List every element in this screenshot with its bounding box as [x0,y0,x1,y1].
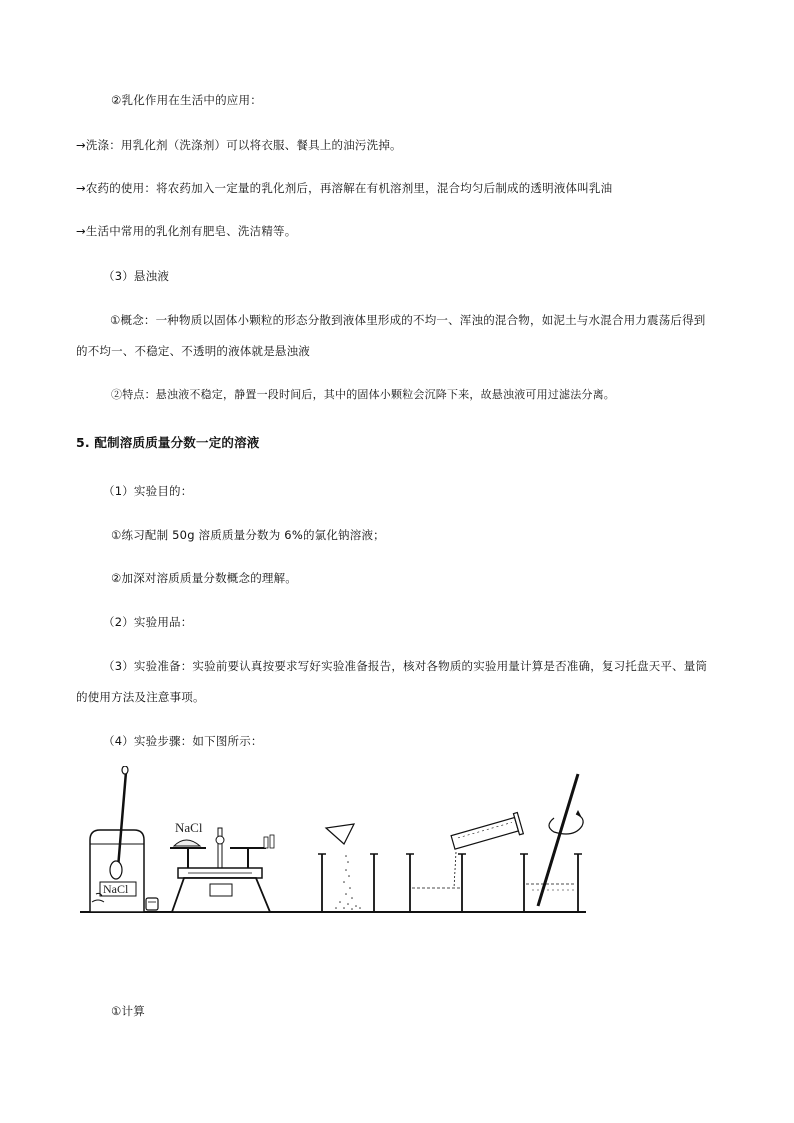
stirring-rod [538,774,578,906]
measuring-cylinder [450,813,523,853]
text-purpose-1: ①练习配制 50g 溶质质量分数为 6%的氯化钠溶液； [111,528,385,542]
scale-label: NaCl [175,820,203,835]
text-suspension-heading: （3）悬浊液 [103,269,170,283]
section-title-solution-preparation: 5. 配制溶质质量分数一定的溶液 [76,435,260,450]
experiment-steps-figure [78,766,590,918]
text-washing: →洗涤：用乳化剂（洗涤剂）可以将衣服、餐具上的油污洗掉。 [76,138,402,152]
text-common-emulsifiers: →生活中常用的乳化剂有肥皂、洗洁精等。 [76,224,297,238]
beaker-stirring [520,774,583,912]
text-purpose-2: ②加深对溶质质量分数概念的理解。 [111,571,298,585]
text-pesticide: →农药的使用：将农药加入一定量的乳化剂后，再溶解在有机溶剂里，混合均匀后制成的透明液体叫乳油 [76,181,613,195]
text-suspension-concept-1: ①概念：一种物质以固体小颗粒的形态分散到液体里形成的不均一、浑浊的混合物，如泥土与水混合用力震荡后得到 [110,313,706,327]
text-suspension-concept-2: 的不均一、不稳定、不透明的液体就是悬浊液 [76,344,310,358]
text-emulsification-applications: ②乳化作用在生活中的应用： [111,93,262,107]
text-materials-heading: （2）实验用品： [103,615,193,629]
text-suspension-feature: ②特点：悬浊液不稳定，静置一段时间后，其中的固体小颗粒会沉降下来，故悬浊液可用过滤法分离。 [111,388,615,401]
text-steps-heading: （4）实验步骤：如下图所示： [103,734,263,748]
tray-balance [170,820,274,912]
text-purpose-heading: （1）实验目的： [103,484,193,498]
text-step-calculate: ①计算 [111,1004,145,1018]
bottle-stopper [146,898,158,910]
beaker-adding-solid [318,824,378,912]
text-preparation-2: 的使用方法及注意事项。 [76,690,205,704]
beaker-adding-water [406,813,523,912]
bottle-label: NaCl [103,882,129,896]
reagent-bottle [90,766,158,912]
text-preparation-1: （3）实验准备：实验前要认真按要求写好实验准备报告，核对各物质的实验用量计算是否准确，复习托盘天平、量筒 [103,659,708,673]
